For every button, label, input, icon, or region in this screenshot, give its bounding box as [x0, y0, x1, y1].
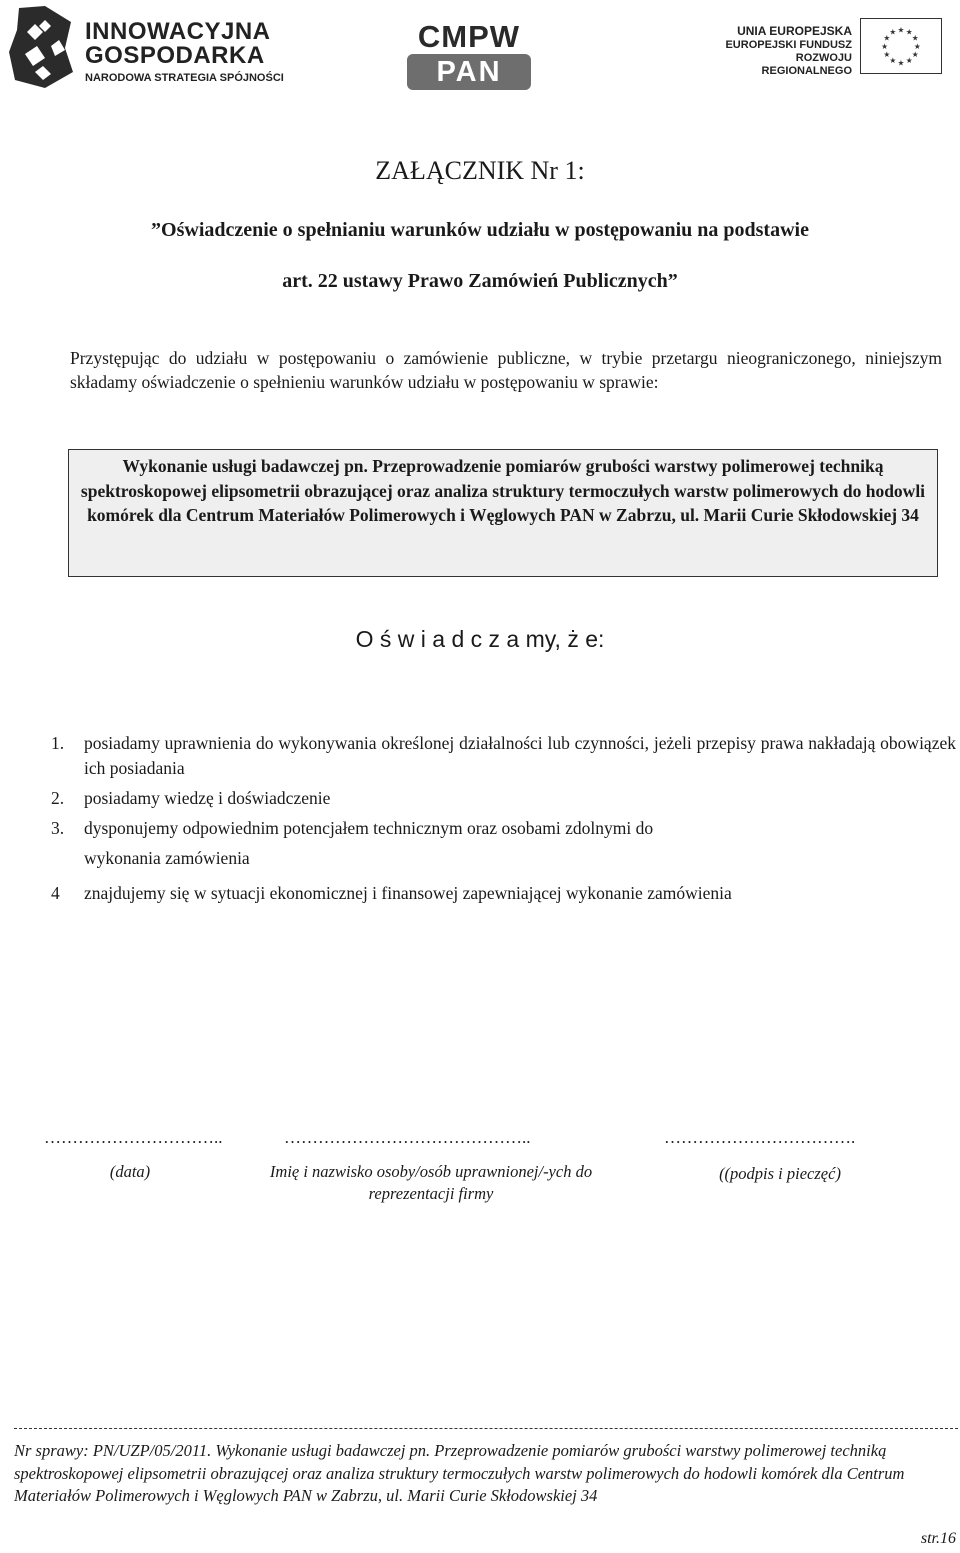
signature-dots-signature: ……………………………. [664, 1128, 856, 1147]
footer-text: Nr sprawy: PN/UZP/05/2011. Wykonanie usługi badawczej pn. Przeprowadzenie pomiarów grubości warstwy polimerowej techniką spektroskopowej elipsometrii obrazującej oraz analiza struktury termoczułych warstw polimerowych do hodowli komórek dla Centrum Materiałów Polimerowych i Węglowych PAN w Zabrzu, ul. Marii Curie Skłodowskiej 34 [14, 1441, 905, 1505]
eu-star-icon: ★ [889, 27, 897, 37]
cmpw-logo-bottom: PAN [407, 54, 531, 90]
eu-star-icon: ★ [905, 27, 913, 37]
signature-label-signature: ((podpis i pieczęć) [719, 1164, 841, 1183]
eu-star-icon: ★ [883, 33, 891, 43]
item-1-number: 1. [51, 733, 65, 753]
footer-divider [14, 1428, 958, 1429]
eu-line3: ROZWOJU REGIONALNEGO [761, 52, 852, 77]
eu-star-icon: ★ [889, 56, 897, 66]
eu-logo [712, 18, 950, 78]
eu-line2: EUROPEJSKI FUNDUSZ [725, 39, 852, 51]
signature-dots-date: ………………………….. [44, 1128, 223, 1147]
ig-line2: GOSPODARKA [85, 42, 265, 69]
eu-flag-icon [860, 18, 942, 74]
eu-star-icon: ★ [897, 25, 905, 35]
item-3-text: dysponujemy odpowiednim potencjałem technicznym oraz osobami zdolnymi do [84, 818, 654, 838]
page-number: str.16 [920, 1530, 956, 1547]
ig-line3: NARODOWA STRATEGIA SPÓJNOŚCI [85, 72, 284, 84]
eu-star-icon: ★ [911, 50, 919, 60]
item-4-text: znajdujemy się w sytuacji ekonomicznej i finansowej zapewniającej wykonanie zamówienia [84, 883, 732, 903]
signature-label-date: (data) [109, 1162, 151, 1181]
declaration-heading: O ś w i a d c z a my, ż e: [355, 626, 605, 652]
eu-star-icon: ★ [913, 41, 921, 51]
innowacyjna-gospodarka-logo [5, 0, 285, 92]
item-1-text: posiadamy uprawnienia do wykonywania określonej działalności lub czynności, jeżeli przepisy prawa nakładają obowiązek ich posiadania [84, 733, 956, 778]
eu-line1: UNIA EUROPEJSKA [737, 24, 852, 38]
ig-line1: INNOWACYJNA [85, 18, 271, 45]
item-3-continuation: wykonania zamówienia [84, 848, 250, 868]
cmpw-pan-logo [403, 19, 535, 92]
subtitle-line1: ”Oświadczenie o spełnianiu warunków udziału w postępowaniu na podstawie [151, 219, 809, 241]
eu-star-icon: ★ [897, 58, 905, 68]
signature-dots-name: …………………………………….. [284, 1128, 531, 1147]
signature-label-name: Imię i nazwisko osoby/osób uprawnionej/-ych do reprezentacji firmy [269, 1162, 593, 1203]
intro-paragraph: Przystępując do udziału w postępowaniu o zamówienie publiczne, w trybie przetargu nieograniczonego, niniejszym składamy oświadczenie o spełnieniu warunków udziału w postępowaniu w sprawie: [70, 348, 942, 392]
cmpw-logo-top: CMPW [417, 19, 521, 54]
innowacyjna-gospodarka-emblem-icon [5, 2, 77, 90]
item-2-number: 2. [51, 788, 65, 808]
eu-star-icon: ★ [905, 56, 913, 66]
item-4-number: 4 [51, 883, 60, 903]
page-title: ZAŁĄCZNIK Nr 1: [375, 156, 585, 185]
item-3-number: 3. [51, 818, 65, 838]
subtitle-line2: art. 22 ustawy Prawo Zamówień Publicznych” [282, 270, 678, 292]
eu-star-icon: ★ [911, 33, 919, 43]
eu-star-icon: ★ [881, 41, 889, 51]
item-2-text: posiadamy wiedzę i doświadczenie [84, 788, 331, 808]
eu-star-icon: ★ [883, 50, 891, 60]
subject-box: Wykonanie usługi badawczej pn. Przeprowadzenie pomiarów grubości warstwy polimerowej techniką spektroskopowej elipsometrii obrazującej oraz analiza struktury termoczułych warstw polimerowych do hodowli komórek dla Centrum Materiałów Polimerowych i Węglowych PAN w Zabrzu, ul. Marii Curie Skłodowskiej 34 [68, 449, 938, 577]
